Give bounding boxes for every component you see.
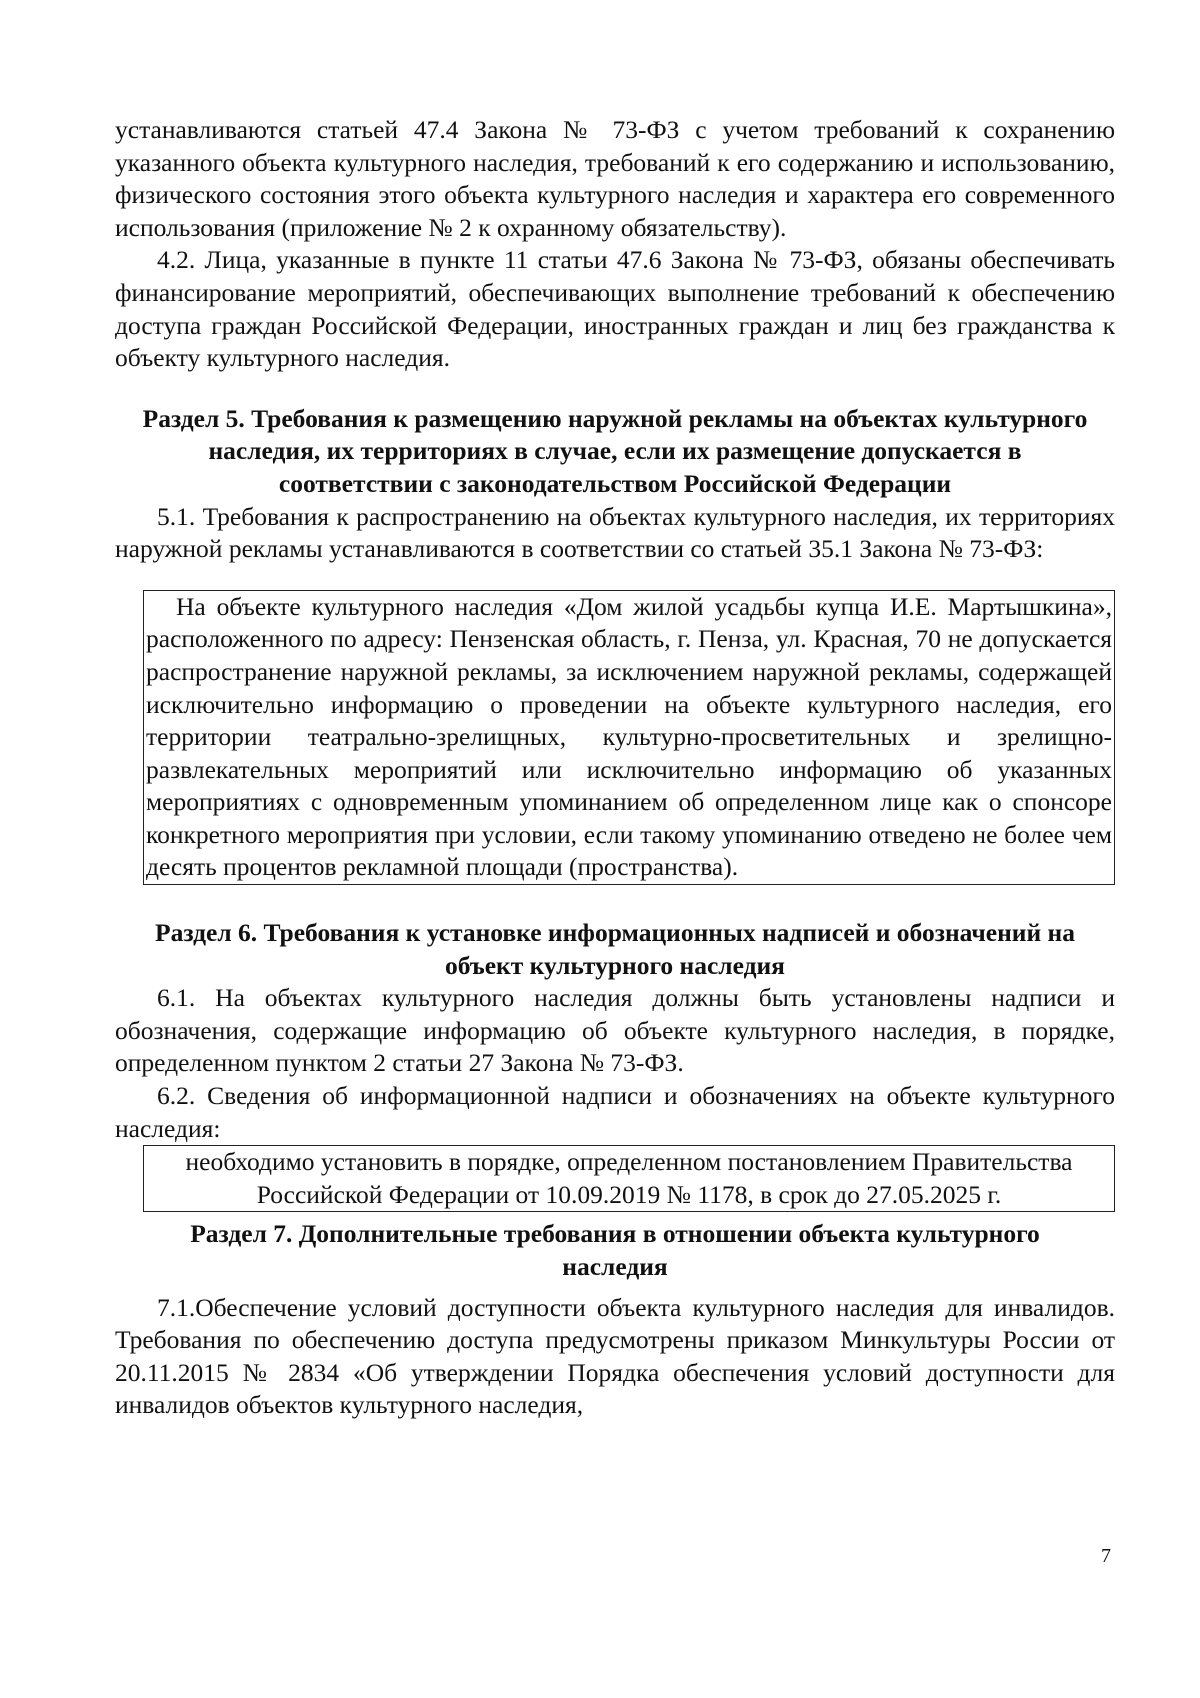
paragraph-6-1: 6.1. На объектах культурного наследия должны быть установлены надписи и обозначения, содержащие информацию об объекте культурного наследия, в порядке, определенном пунктом 2 статьи 27 Закона № 73-ФЗ. [115,983,1115,1078]
signage-requirement-box [143,1145,1115,1212]
document-page [115,114,1115,1422]
page-number: 7 [1101,1545,1111,1567]
paragraph-5-1: 5.1. Требования к распространению на объектах культурного наследия, их территориях наружной рекламы устанавливаются в соответствии со статьей 35.1 Закона № 73-ФЗ: [115,501,1115,564]
paragraph-6-2: 6.2. Сведения об информационной надписи и обозначениях на объекте культурного наследия: [115,1081,1115,1143]
section-7-heading: Раздел 7. Дополнительные требования в отношении объекта культурного наследия [190,1219,1040,1281]
paragraph-4-2: 4.2. Лица, указанные в пункте 11 статьи 47.6 Закона № 73-ФЗ, обязаны обеспечивать финансирование мероприятий, обеспечивающих выполнение требований к обеспечению доступа граждан Российской Федерации, иностранных граждан и лиц без гражданства к объекту культурного наследия. [115,245,1115,373]
advertising-restriction-box [143,590,1115,885]
paragraph-7-1: 7.1.Обеспечение условий доступности объекта культурного наследия для инвалидов. Требования по обеспечению доступа предусмотрены приказом Минкультуры России от 20.11.2015 № 2834 «Об утверждении Порядка обеспечения условий доступности для инвалидов объектов культурного наследия, [115,1292,1115,1420]
advertising-restriction-text: На объекте культурного наследия «Дом жилой усадьбы купца И.Е. Мартышкина», расположенного по адресу: Пензенская область, г. Пенза, ул. Красная, 70 не допускается распространение наружной рекламы, за исключением наружной рекламы, содержащей исключительно информацию о проведении на объекте культурного наследия, его территории театрально-зрелищных, культурно-просветительных и зрелищно-развлекательных мероприятий или исключительно информацию об указанных мероприятиях с одновременным упоминанием об определенном лице как о спонсоре конкретного мероприятия при условии, если такому упоминанию отведено не более чем десять процентов рекламной площади (пространства). [146,591,1112,882]
paragraph-intro: устанавливаются статьей 47.4 Закона № 73-ФЗ с учетом требований к сохранению указанного объекта культурного наследия, требований к его содержанию и использованию, физического состояния этого объекта культурного наследия и характера его современного использования (приложение № 2 к охранному обязательству). [115,115,1115,242]
section-5-heading: Раздел 5. Требования к размещению наружной рекламы на объектах культурного наследия, их территориях в случае, если их размещение допускается в соответствии с законодательством Российской Федерации [142,403,1088,498]
section-6-heading: Раздел 6. Требования к установке информационных надписей и обозначений на объект культурного наследия [155,918,1075,980]
signage-requirement-text: необходимо установить в порядке, определенном постановлением Правительства Российской Федерации от 10.09.2019 № 1178, в срок до 27.05.2025 г. [185,1147,1073,1209]
